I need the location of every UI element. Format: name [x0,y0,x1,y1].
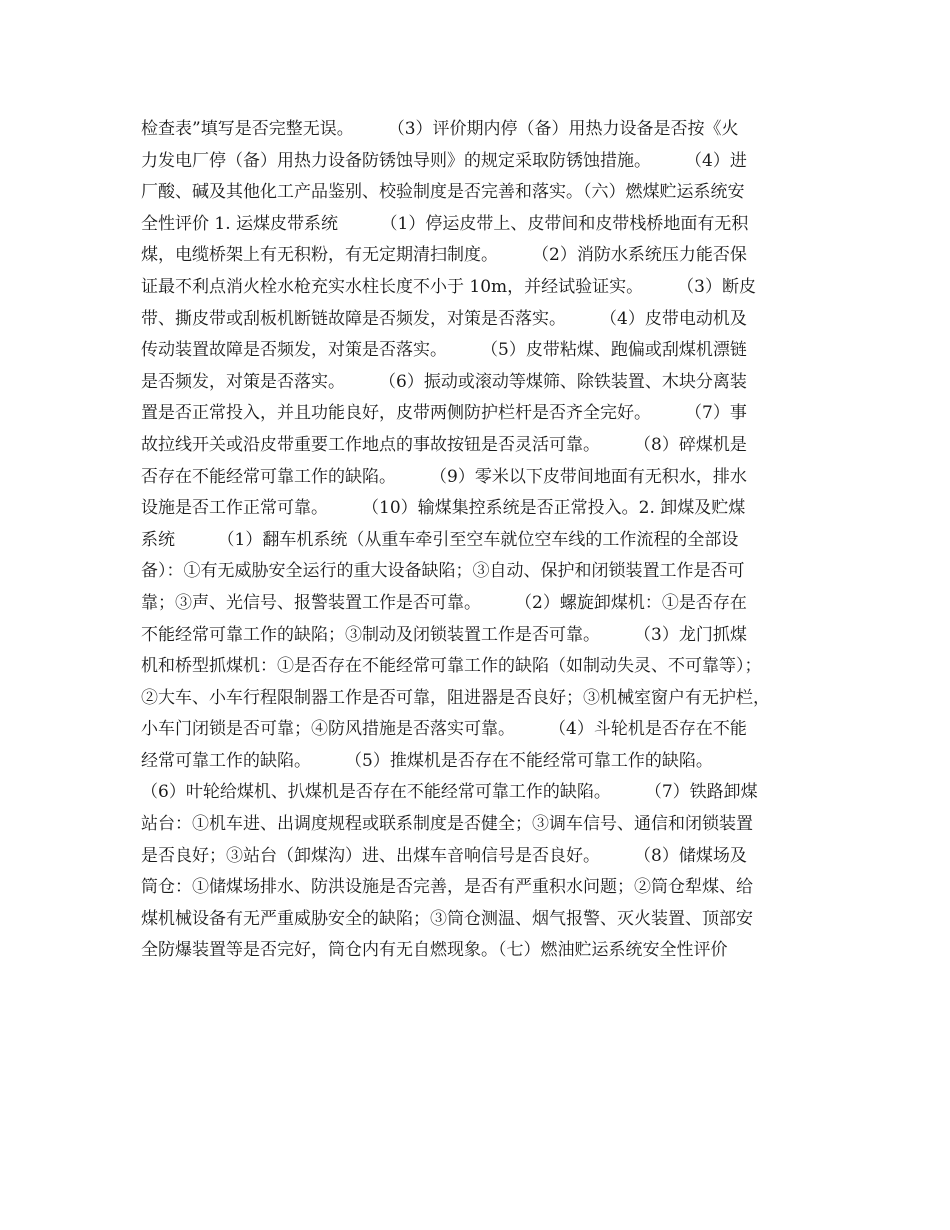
text-line: 带、撕皮带或刮板机断链故障是否频发，对策是否落实。 （4）皮带电动机及 [141,308,747,329]
text-line: 故拉线开关或沿皮带重要工作地点的事故按钮是否灵活可靠。 （8）碎煤机是 [141,434,747,455]
text-line: 检查表”填写是否完整无误。 （3）评价期内停（备）用热力设备是否按《火 [141,119,739,139]
text-line: 不能经常可靠工作的缺陷；③制动及闭锁装置工作是否可靠。 （3）龙门抓煤 [141,624,747,645]
text-line: 靠；③声、光信号、报警装置工作是否可靠。 （2）螺旋卸煤机：①是否存在 [141,592,747,613]
text-line: 是否良好；③站台（卸煤沟）进、出煤车音响信号是否良好。 （8）储煤场及 [141,845,747,866]
text-line: 经常可靠工作的缺陷。 （5）推煤机是否存在不能经常可靠工作的缺陷。 [141,750,713,771]
text-line: 置是否正常投入，并且功能良好，皮带两侧防护栏杆是否齐全完好。 （7）事 [141,403,747,424]
text-line: 小车门闭锁是否可靠；④防风措施是否落实可靠。 （4）斗轮机是否存在不能 [141,719,747,740]
text-line: （6）叶轮给煤机、扒煤机是否存在不能经常可靠工作的缺陷。 （7）铁路卸煤 [141,782,758,803]
text-line: 证最不利点消火栓水枪充实水柱长度不小于 10m，并经试验证实。 （3）断皮 [141,276,756,297]
text-line: 传动装置故障是否频发，对策是否落实。 （5）皮带粘煤、跑偏或刮煤机漂链 [141,340,747,361]
text-line: 机和桥型抓煤机：①是否存在不能经常可靠工作的缺陷（如制动失灵、不可靠等）； [141,656,762,677]
text-line: 是否频发，对策是否落实。 （6）振动或滚动等煤筛、除铁装置、木块分离装 [141,371,747,392]
text-line: 系统 （1）翻车机系统（从重车牵引至空车就位空车线的工作流程的全部设 [141,529,739,550]
text-line: 否存在不能经常可靠工作的缺陷。 （9）零米以下皮带间地面有无积水，排水 [141,466,747,487]
text-line: 筒仓：①储煤场排水、防洪设施是否完善，是否有严重积水问题；②筒仓犁煤、给 [141,877,753,898]
text-line: ②大车、小车行程限制器工作是否可靠，阻进器是否良好；③机械室窗户有无护栏， [141,687,770,708]
text-line: 力发电厂停（备）用热力设备防锈蚀导则》的规定采取防锈蚀措施。 （4）进 [141,150,747,171]
text-line: 站台：①机车进、出调度规程或联系制度是否健全；③调车信号、通信和闭锁装置 [141,814,753,835]
text-line: 煤机械设备有无严重威胁安全的缺陷；③筒仓测温、烟气报警、灭火装置、顶部安 [141,908,753,929]
text-line: 厂酸、碱及其他化工产品鉴别、校验制度是否完善和落实。（六）燃煤贮运系统安 [141,182,745,203]
text-line: 设施是否工作正常可靠。 （10）输煤集控系统是否正常投入。2. 卸煤及贮煤 [141,498,746,519]
text-line: 煤，电缆桥架上有无积粉，有无定期清扫制度。 （2）消防水系统压力能否保 [141,245,747,266]
body-text [141,114,816,967]
text-line: 全防爆装置等是否完好，筒仓内有无自燃现象。（七）燃油贮运系统安全性评价 [141,940,728,961]
text-line: 备）：①有无威胁安全运行的重大设备缺陷；③自动、保护和闭锁装置工作是否可 [141,561,745,582]
text-line: 全性评价 1. 运煤皮带系统 （1）停运皮带上、皮带间和皮带栈桥地面有无积 [141,213,749,234]
